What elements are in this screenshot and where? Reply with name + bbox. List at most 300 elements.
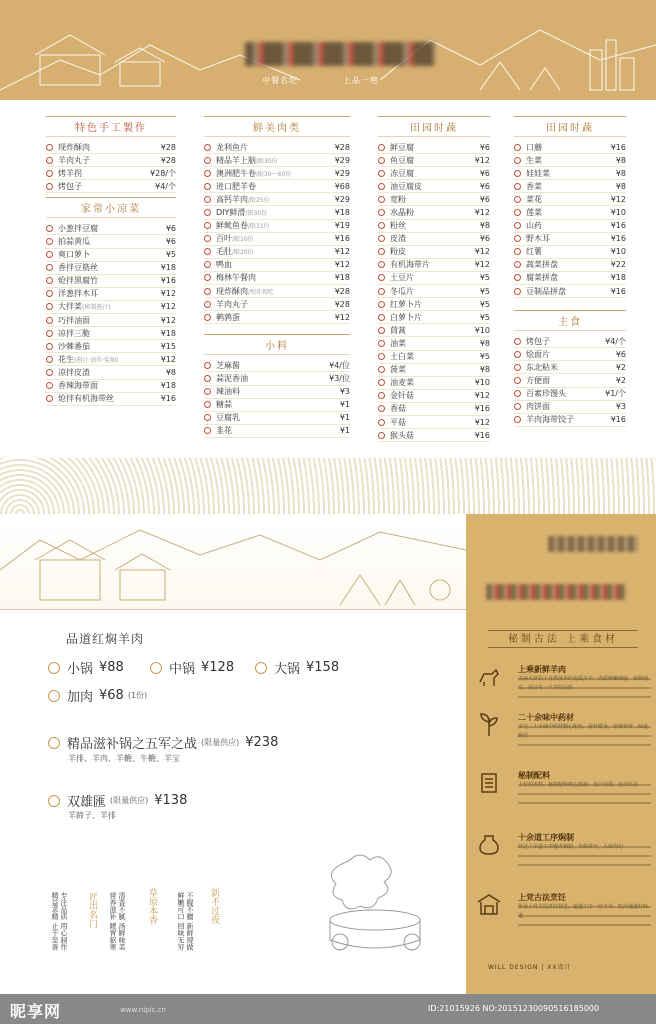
menu-item-name bbox=[526, 388, 601, 399]
feature-item bbox=[476, 712, 651, 750]
menu-item-name bbox=[216, 168, 331, 179]
select-circle bbox=[378, 288, 385, 295]
menu-item[interactable] bbox=[204, 425, 350, 438]
slogan-a: 中餐名吃 bbox=[262, 76, 298, 85]
select-circle bbox=[204, 222, 211, 229]
menu-item-name bbox=[216, 373, 325, 384]
slogan-b: 上品一绝 bbox=[343, 76, 379, 85]
select-circle bbox=[514, 209, 521, 216]
menu-item-name-text: 粉丝 bbox=[390, 221, 406, 231]
menu-item-name bbox=[390, 272, 476, 283]
feature-desc bbox=[518, 781, 651, 808]
menu-item-name bbox=[390, 194, 476, 205]
menu-item-price: ¥4/位 bbox=[329, 360, 350, 370]
menu-item-name-text: 肉饼面 bbox=[526, 402, 550, 412]
menu-item-price: ¥16 bbox=[610, 142, 626, 152]
feature-title: 二十余味中药材 bbox=[518, 713, 574, 722]
menu-item-name bbox=[390, 220, 476, 231]
menu-item-name bbox=[390, 207, 471, 218]
menu-item[interactable] bbox=[204, 272, 350, 285]
menu-item[interactable] bbox=[204, 141, 350, 154]
menu-item-name-text: 菜花 bbox=[526, 194, 542, 204]
radio-circle bbox=[48, 690, 60, 702]
menu-item-name bbox=[58, 236, 162, 247]
menu-item-name bbox=[390, 390, 471, 401]
menu-item-price: ¥3/位 bbox=[329, 373, 350, 383]
select-circle bbox=[204, 157, 211, 164]
menu-item[interactable] bbox=[46, 327, 176, 340]
vertical-text-1: 专注品质 用心制作 精益求精 止于至善 bbox=[51, 892, 68, 951]
menu-item-name-text: 鹌鹑蛋 bbox=[216, 312, 240, 322]
menu-item-name-text: 花生 bbox=[58, 354, 74, 364]
menu-item[interactable] bbox=[514, 335, 626, 348]
menu-item-price: ¥4/个 bbox=[155, 181, 176, 191]
goat-icon bbox=[476, 664, 502, 690]
menu-item[interactable] bbox=[204, 193, 350, 206]
menu-item-price: ¥28 bbox=[334, 142, 350, 152]
menu-item[interactable] bbox=[378, 206, 490, 219]
select-circle bbox=[204, 388, 211, 395]
menu-item[interactable] bbox=[514, 141, 626, 154]
menu-item-price: ¥8 bbox=[479, 221, 490, 231]
menu-item[interactable] bbox=[46, 154, 176, 167]
select-circle bbox=[378, 170, 385, 177]
menu-item-name-text: 冬瓜片 bbox=[390, 286, 414, 296]
section-title: 主食 bbox=[514, 310, 626, 331]
pavilion-icon bbox=[476, 892, 502, 918]
menu-item[interactable] bbox=[514, 220, 626, 233]
menu-item[interactable] bbox=[204, 285, 350, 298]
section-title: 家常小凉菜 bbox=[46, 197, 176, 218]
feature-desc-text: 传承上党古法烹饪技艺，道道工序一丝不苟，吃出地道好味道 bbox=[518, 904, 649, 919]
menu-item[interactable] bbox=[46, 393, 176, 406]
menu-item-name-text: 小葱拌豆腐 bbox=[58, 223, 98, 233]
menu-item-name-text: 鲜豆腐 bbox=[390, 142, 414, 152]
menu-item[interactable] bbox=[514, 167, 626, 180]
feature-desc-text: 经过十余道工序慢火焖制，火候讲究，入味均匀 bbox=[518, 844, 624, 850]
menu-item-name bbox=[526, 181, 612, 192]
menu-item-name bbox=[58, 142, 157, 153]
option-note: (限量供应) bbox=[110, 796, 149, 805]
menu-item-name-text: 烤羊拐 bbox=[58, 168, 82, 178]
menu-item-price: ¥5 bbox=[479, 312, 490, 322]
menu-item-price: ¥29 bbox=[334, 168, 350, 178]
menu-item[interactable] bbox=[378, 351, 490, 364]
menu-item[interactable] bbox=[514, 193, 626, 206]
radio-circle bbox=[48, 737, 60, 749]
menu-item-price: ¥1 bbox=[339, 413, 350, 423]
menu-item-name bbox=[58, 328, 157, 339]
menu-item-name-text: 山药 bbox=[526, 221, 542, 231]
menu-item-name-text: 鸭血 bbox=[216, 260, 232, 270]
menu-item-name-text: 凉拌皮渣 bbox=[58, 367, 90, 377]
menu-item[interactable] bbox=[514, 401, 626, 414]
menu-item[interactable] bbox=[514, 348, 626, 361]
menu-item-name-text: 炝拌黑腐竹 bbox=[58, 276, 98, 286]
menu-item-price: ¥16 bbox=[160, 394, 176, 404]
menu-item[interactable] bbox=[204, 154, 350, 167]
menu-item[interactable] bbox=[378, 324, 490, 337]
select-circle bbox=[514, 196, 521, 203]
scroll-icon bbox=[476, 770, 502, 796]
menu-item[interactable] bbox=[204, 359, 350, 372]
menu-column-4 bbox=[514, 116, 626, 427]
menu-item[interactable] bbox=[46, 366, 176, 379]
menu-item-price: ¥28 bbox=[334, 299, 350, 309]
menu-item[interactable] bbox=[204, 298, 350, 311]
menu-item[interactable] bbox=[378, 154, 490, 167]
menu-item[interactable] bbox=[514, 259, 626, 272]
menu-item[interactable] bbox=[514, 206, 626, 219]
menu-item-price: ¥16 bbox=[334, 234, 350, 244]
menu-item-name-text: 鲜鱿鱼卷 bbox=[216, 221, 248, 231]
menu-item[interactable] bbox=[46, 314, 176, 327]
select-circle bbox=[378, 392, 385, 399]
select-circle bbox=[204, 170, 211, 177]
menu-item-price: ¥8 bbox=[615, 168, 626, 178]
menu-item-price: ¥5 bbox=[479, 352, 490, 362]
menu-item[interactable] bbox=[46, 380, 176, 393]
menu-item[interactable] bbox=[46, 180, 176, 193]
select-circle bbox=[46, 157, 53, 164]
menu-item-name-text: 菠菜 bbox=[390, 365, 406, 375]
menu-item[interactable] bbox=[514, 285, 626, 298]
menu-item[interactable] bbox=[46, 275, 176, 288]
menu-item[interactable] bbox=[514, 272, 626, 285]
menu-item-name-text: 油麦菜 bbox=[390, 378, 414, 388]
select-circle bbox=[46, 356, 53, 363]
select-circle bbox=[378, 314, 385, 321]
menu-item[interactable] bbox=[378, 377, 490, 390]
menu-item[interactable] bbox=[46, 301, 176, 314]
select-circle bbox=[378, 144, 385, 151]
menu-item-name-text: 金针菇 bbox=[390, 391, 414, 401]
menu-item-price: ¥6 bbox=[479, 168, 490, 178]
menu-item[interactable] bbox=[204, 233, 350, 246]
menu-item-name-text: 糖蒜 bbox=[216, 400, 232, 410]
option-small-pot[interactable] bbox=[48, 658, 124, 677]
menu-item-name-text: 腐菜拼盘 bbox=[526, 273, 558, 283]
select-circle bbox=[514, 416, 521, 423]
option-medium-pot[interactable] bbox=[150, 658, 234, 677]
menu-item-name bbox=[216, 399, 336, 410]
menu-item[interactable] bbox=[204, 206, 350, 219]
pot-illustration bbox=[300, 850, 450, 960]
menu-item-name bbox=[216, 155, 331, 166]
menu-item-name bbox=[526, 207, 607, 218]
menu-item[interactable] bbox=[46, 262, 176, 275]
option-price: ¥88 bbox=[99, 660, 124, 675]
option-large-pot[interactable] bbox=[255, 658, 339, 677]
menu-item-name-text: 炝拌有机海带丝 bbox=[58, 394, 114, 404]
select-circle bbox=[378, 248, 385, 255]
menu-item[interactable] bbox=[378, 416, 490, 429]
menu-item[interactable] bbox=[378, 233, 490, 246]
menu-item-name-text: 凉拌三脆 bbox=[58, 328, 90, 338]
menu-item-price: ¥5 bbox=[479, 299, 490, 309]
hotpot-ingredients: 羊排、羊肉、羊鞭、牛鞭、羊宝 bbox=[68, 754, 180, 763]
select-circle bbox=[46, 382, 53, 389]
feature-desc bbox=[518, 723, 651, 750]
menu-item[interactable] bbox=[378, 193, 490, 206]
ingredients-panel bbox=[466, 514, 656, 994]
menu-item-price: ¥16 bbox=[610, 415, 626, 425]
menu-item[interactable] bbox=[378, 259, 490, 272]
menu-item[interactable] bbox=[204, 167, 350, 180]
menu-item-name bbox=[58, 275, 157, 286]
radio-circle bbox=[150, 662, 162, 674]
menu-item-name bbox=[58, 262, 157, 273]
select-circle bbox=[514, 248, 521, 255]
menu-item-note: /限20份 bbox=[232, 249, 254, 257]
menu-item-name bbox=[216, 181, 331, 192]
menu-item-price: ¥12 bbox=[334, 312, 350, 322]
menu-item[interactable] bbox=[46, 235, 176, 248]
seal-3: 新不过夜 bbox=[209, 888, 219, 924]
menu-item-price: ¥2 bbox=[615, 362, 626, 372]
braised-lamb-title: 品道红焖羊肉 bbox=[66, 632, 145, 646]
menu-item-name-text: 香菜 bbox=[526, 181, 542, 191]
section-title: 小料 bbox=[204, 334, 350, 355]
menu-item-name bbox=[390, 325, 471, 336]
panel-text-blurred bbox=[548, 536, 638, 552]
menu-item-name bbox=[526, 155, 612, 166]
menu-item[interactable] bbox=[46, 353, 176, 366]
menu-item[interactable] bbox=[378, 220, 490, 233]
radio-circle bbox=[48, 795, 60, 807]
select-circle bbox=[514, 364, 521, 371]
menu-item-price: ¥4/个 bbox=[605, 336, 626, 346]
select-circle bbox=[378, 366, 385, 373]
menu-item[interactable] bbox=[514, 374, 626, 387]
menu-item[interactable] bbox=[204, 399, 350, 412]
menu-item[interactable] bbox=[204, 259, 350, 272]
menu-item-price: ¥1 bbox=[339, 426, 350, 436]
menu-item-name-text: 大拌菜 bbox=[58, 302, 82, 312]
menu-item-price: ¥16 bbox=[160, 276, 176, 286]
menu-item-name-text: 羊肉丸子 bbox=[58, 155, 90, 165]
menu-item[interactable] bbox=[46, 249, 176, 262]
menu-item-name-text: DIY鲜滑 bbox=[216, 208, 246, 218]
menu-item-name-text: 猴头菇 bbox=[390, 430, 414, 440]
menu-item-price: ¥5 bbox=[479, 286, 490, 296]
option-extra-meat[interactable] bbox=[48, 686, 147, 705]
select-circle bbox=[378, 405, 385, 412]
menu-item-name bbox=[526, 336, 601, 347]
menu-item[interactable] bbox=[378, 180, 490, 193]
select-circle bbox=[204, 301, 211, 308]
seal-2: 草原本香 bbox=[147, 888, 157, 924]
menu-item[interactable] bbox=[204, 246, 350, 259]
menu-item[interactable] bbox=[204, 412, 350, 425]
menu-item-price: ¥5 bbox=[479, 273, 490, 283]
menu-item-note: /限30～60份 bbox=[256, 170, 292, 178]
menu-item-price: ¥12 bbox=[160, 289, 176, 299]
menu-item-note: /限10份 bbox=[232, 236, 254, 244]
menu-item-name bbox=[216, 142, 331, 153]
section-title: 田园时蔬 bbox=[514, 116, 626, 137]
option-label: 大锅 bbox=[274, 662, 301, 677]
menu-item-price: ¥22 bbox=[610, 260, 626, 270]
menu-item-price: ¥19 bbox=[334, 221, 350, 231]
menu-item-price: ¥18 bbox=[160, 263, 176, 273]
menu-item[interactable] bbox=[46, 340, 176, 353]
site-logo: 昵享网 bbox=[10, 1002, 62, 1021]
feature-item bbox=[476, 770, 651, 808]
feature-title: 上党古法烹饪 bbox=[518, 893, 566, 902]
menu-item-name-text: 烤包子 bbox=[58, 181, 82, 191]
menu-item-name-text: 高钙羊肉 bbox=[216, 194, 248, 204]
menu-item-name bbox=[526, 168, 612, 179]
select-circle bbox=[46, 330, 53, 337]
menu-item-name bbox=[390, 142, 476, 153]
menu-item-name-text: 洋葱拌木耳 bbox=[58, 289, 98, 299]
select-circle bbox=[46, 317, 53, 324]
menu-column-2 bbox=[204, 116, 350, 438]
select-circle bbox=[514, 288, 521, 295]
select-circle bbox=[514, 274, 521, 281]
select-circle bbox=[46, 277, 53, 284]
select-circle bbox=[46, 395, 53, 402]
menu-item-name-text: 香菇 bbox=[390, 404, 406, 414]
menu-item-name bbox=[390, 246, 471, 257]
menu-item-name bbox=[216, 299, 331, 310]
menu-item[interactable] bbox=[46, 141, 176, 154]
menu-item-price: ¥10 bbox=[610, 247, 626, 257]
menu-item[interactable] bbox=[378, 403, 490, 416]
menu-item-price: ¥12 bbox=[474, 155, 490, 165]
menu-item[interactable] bbox=[204, 220, 350, 233]
select-circle bbox=[378, 379, 385, 386]
menu-item-note: /限25份 bbox=[248, 196, 270, 204]
select-circle bbox=[204, 144, 211, 151]
select-circle bbox=[514, 170, 521, 177]
menu-item[interactable] bbox=[378, 298, 490, 311]
menu-item-price: ¥6 bbox=[165, 237, 176, 247]
menu-item-name-text: 蔬菜拼盘 bbox=[526, 260, 558, 270]
menu-item[interactable] bbox=[204, 386, 350, 399]
menu-item-name bbox=[216, 412, 336, 423]
menu-item[interactable] bbox=[378, 272, 490, 285]
menu-item-name bbox=[526, 142, 607, 153]
menu-item-name-text: 烤包子 bbox=[526, 336, 550, 346]
menu-item[interactable] bbox=[514, 154, 626, 167]
menu-item[interactable] bbox=[378, 429, 490, 442]
menu-item[interactable] bbox=[46, 222, 176, 235]
select-circle bbox=[378, 301, 385, 308]
menu-item-price: ¥18 bbox=[334, 273, 350, 283]
menu-item[interactable] bbox=[514, 246, 626, 259]
menu-item[interactable] bbox=[514, 180, 626, 193]
menu-item-price: ¥18 bbox=[610, 273, 626, 283]
option-hotpot[interactable] bbox=[48, 733, 278, 752]
menu-item-name bbox=[526, 286, 607, 297]
select-circle bbox=[378, 209, 385, 216]
menu-item-name bbox=[526, 259, 607, 270]
menu-item[interactable] bbox=[204, 180, 350, 193]
menu-item[interactable] bbox=[378, 364, 490, 377]
menu-item-name bbox=[526, 233, 607, 244]
select-circle bbox=[204, 261, 211, 268]
seal-1: 匠出名门 bbox=[87, 892, 97, 928]
menu-column-1 bbox=[46, 116, 176, 406]
menu-item-name-text: 澳洲肥牛卷 bbox=[216, 168, 256, 178]
menu-item-name bbox=[390, 286, 476, 297]
menu-item[interactable] bbox=[46, 288, 176, 301]
menu-item-price: ¥12 bbox=[160, 354, 176, 364]
menu-item-name bbox=[526, 375, 612, 386]
menu-item-name-text: 皮渣 bbox=[390, 234, 406, 244]
menu-item-price: ¥10 bbox=[474, 378, 490, 388]
watermark-bar bbox=[0, 994, 656, 1024]
menu-item-name-text: 百素珍馒头 bbox=[526, 389, 566, 399]
menu-item-name bbox=[526, 401, 612, 412]
menu-item-name-text: 油豆腐皮 bbox=[390, 181, 422, 191]
menu-item[interactable] bbox=[204, 311, 350, 324]
menu-item[interactable] bbox=[378, 337, 490, 350]
option-double[interactable] bbox=[48, 791, 187, 810]
section-title: 鲜美肉类 bbox=[204, 116, 350, 137]
menu-item[interactable] bbox=[378, 311, 490, 324]
menu-item[interactable] bbox=[378, 141, 490, 154]
select-circle bbox=[46, 238, 53, 245]
top-banner bbox=[0, 0, 656, 100]
menu-item-price: ¥18 bbox=[334, 208, 350, 218]
menu-item[interactable] bbox=[378, 246, 490, 259]
menu-item-price: ¥18 bbox=[160, 328, 176, 338]
menu-item-price: ¥16 bbox=[474, 404, 490, 414]
option-price: ¥238 bbox=[245, 735, 279, 750]
menu-item[interactable] bbox=[514, 233, 626, 246]
menu-item[interactable] bbox=[378, 285, 490, 298]
menu-item[interactable] bbox=[514, 388, 626, 401]
select-circle bbox=[514, 377, 521, 384]
menu-item-name-text: 土白菜 bbox=[390, 352, 414, 362]
select-circle bbox=[204, 362, 211, 369]
menu-item-name bbox=[526, 220, 607, 231]
feature-desc bbox=[518, 675, 651, 702]
select-circle bbox=[378, 235, 385, 242]
menu-item-name-text: 野木耳 bbox=[526, 234, 550, 244]
menu-item[interactable] bbox=[514, 361, 626, 374]
menu-item-name-text: 芝麻酱 bbox=[216, 360, 240, 370]
menu-item[interactable] bbox=[46, 167, 176, 180]
menu-item-name bbox=[58, 354, 157, 365]
site-url: www.nipic.cn bbox=[120, 1006, 166, 1014]
menu-item[interactable] bbox=[378, 167, 490, 180]
select-circle bbox=[378, 327, 385, 334]
menu-item-note: /限31份 bbox=[248, 223, 270, 231]
select-circle bbox=[204, 314, 211, 321]
menu-item[interactable] bbox=[378, 390, 490, 403]
select-circle bbox=[514, 261, 521, 268]
select-circle bbox=[204, 274, 211, 281]
menu-item[interactable] bbox=[514, 414, 626, 427]
select-circle bbox=[514, 351, 521, 358]
menu-item-name-text: 羊肉海带饺子 bbox=[526, 415, 574, 425]
menu-item-price: ¥6 bbox=[479, 181, 490, 191]
menu-item-note: (酱汁·油炸·盐焗) bbox=[74, 356, 119, 364]
select-circle bbox=[46, 225, 53, 232]
menu-item-name bbox=[390, 181, 476, 192]
select-circle bbox=[204, 427, 211, 434]
menu-item-note: (秘制酱汁) bbox=[82, 304, 111, 312]
select-circle bbox=[378, 261, 385, 268]
menu-item-name-text: 有机海带片 bbox=[390, 260, 430, 270]
menu-item[interactable] bbox=[204, 372, 350, 385]
panel-name-blurred bbox=[486, 584, 626, 600]
jar-icon bbox=[476, 832, 502, 858]
